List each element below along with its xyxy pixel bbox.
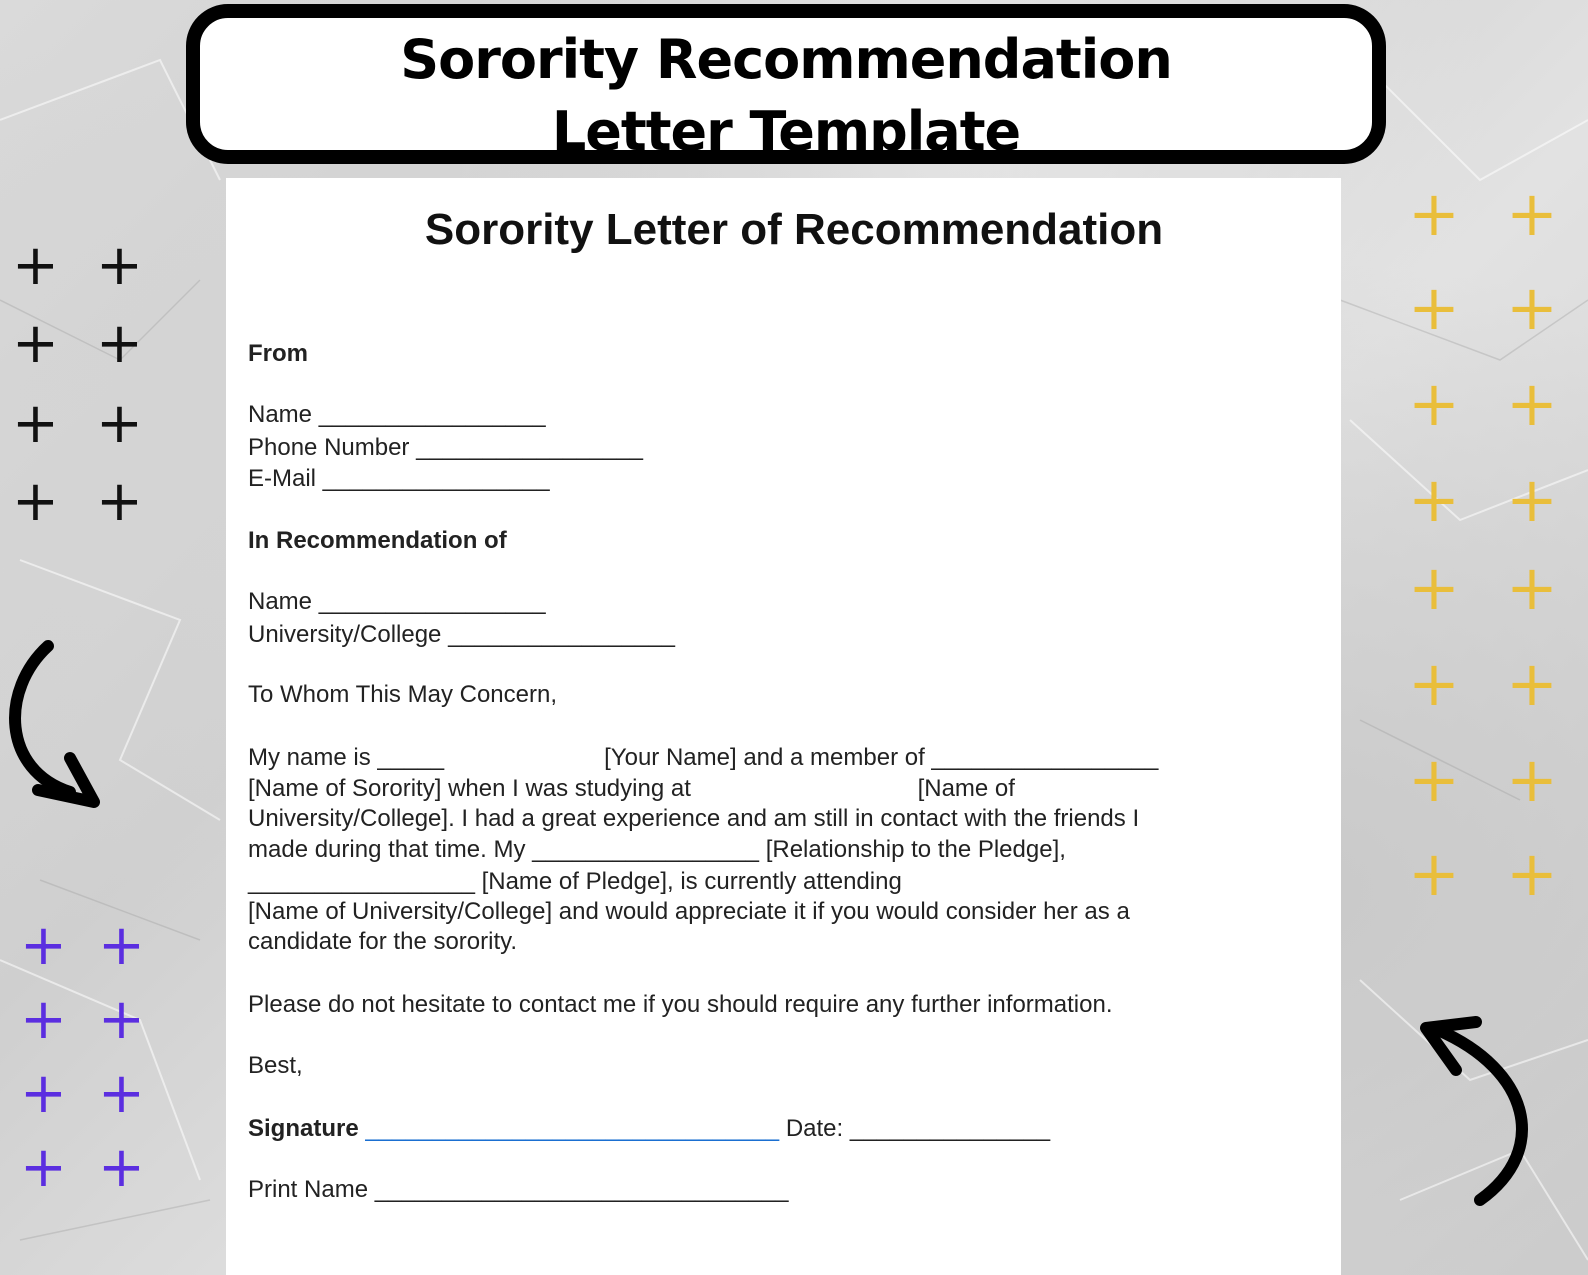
plus-icon: + [20,987,67,1052]
signature-line: _______________________________ [365,1115,780,1142]
plus-icon: + [96,469,143,534]
curved-arrow-up-icon [1410,1010,1540,1210]
body-line: My name is _____ [Your Name] and a member of _________________ [248,744,1159,771]
plus-icon: + [1408,837,1460,910]
plus-icon: + [1506,837,1558,910]
salutation: To Whom This May Concern, [248,681,557,708]
plus-icon: + [12,469,59,534]
plus-icon: + [1506,271,1558,344]
plus-icon: + [1506,367,1558,440]
from-email-line: E-Mail _________________ [248,465,550,492]
curved-arrow-down-icon [0,640,110,820]
closing-paragraph: Please do not hesitate to contact me if you should require any further information. [248,991,1113,1018]
body-line: University/College]. I had a great experience and am still in contact with the friends I [248,805,1140,832]
body-line: [Name of Sorority] when I was studying at [Name of [248,775,1015,802]
print-name-line: Print Name _______________________________ [248,1176,789,1203]
plus-icon: + [96,311,143,376]
body-line: [Name of University/College] and would appreciate it if you would consider her as a [248,898,1130,925]
plus-icon: + [12,391,59,456]
plus-icon: + [20,913,67,978]
date-line: Date: _______________ [785,1115,1051,1142]
letter-title: Sorority Letter of Recommendation [424,205,1164,254]
plus-icon: + [1506,743,1558,816]
plus-icon: + [1408,177,1460,250]
body-line: candidate for the sorority. [248,928,518,955]
letter-document [226,178,1341,1275]
plus-icon: + [20,1135,67,1200]
plus-icon: + [98,1135,145,1200]
plus-icon: + [1506,647,1558,720]
plus-icon: + [1408,271,1460,344]
plus-icon: + [1408,551,1460,624]
banner-title-line-1: Sorority Recommendation [400,28,1172,91]
plus-icon: + [98,1061,145,1126]
plus-icon: + [98,913,145,978]
plus-icon: + [1408,743,1460,816]
sign-off: Best, [248,1052,303,1079]
plus-icon: + [12,233,59,298]
signature-row [248,1113,1050,1144]
rec-name-line: Name _________________ [248,588,546,615]
plus-icon: + [96,391,143,456]
plus-icon: + [20,1061,67,1126]
plus-icon: + [1408,647,1460,720]
title-banner [186,4,1386,164]
plus-icon: + [98,987,145,1052]
from-phone-line: Phone Number _________________ [248,434,644,461]
recommendation-heading: In Recommendation of [248,527,507,554]
from-heading: From [248,340,308,367]
plus-icon: + [1408,463,1460,536]
plus-icon: + [12,311,59,376]
body-line: made during that time. My _________________ [Relationship to the Pledge], [248,836,1066,863]
body-line: _________________ [Name of Pledge], is currently attending [248,868,902,895]
signature-label: Signature [248,1115,359,1142]
banner-title-line-2: Letter Template [551,100,1021,163]
plus-icon: + [96,233,143,298]
plus-icon: + [1506,463,1558,536]
from-name-line: Name _________________ [248,401,546,428]
rec-university-line: University/College _________________ [248,621,675,648]
plus-icon: + [1408,367,1460,440]
plus-icon: + [1506,177,1558,250]
plus-icon: + [1506,551,1558,624]
